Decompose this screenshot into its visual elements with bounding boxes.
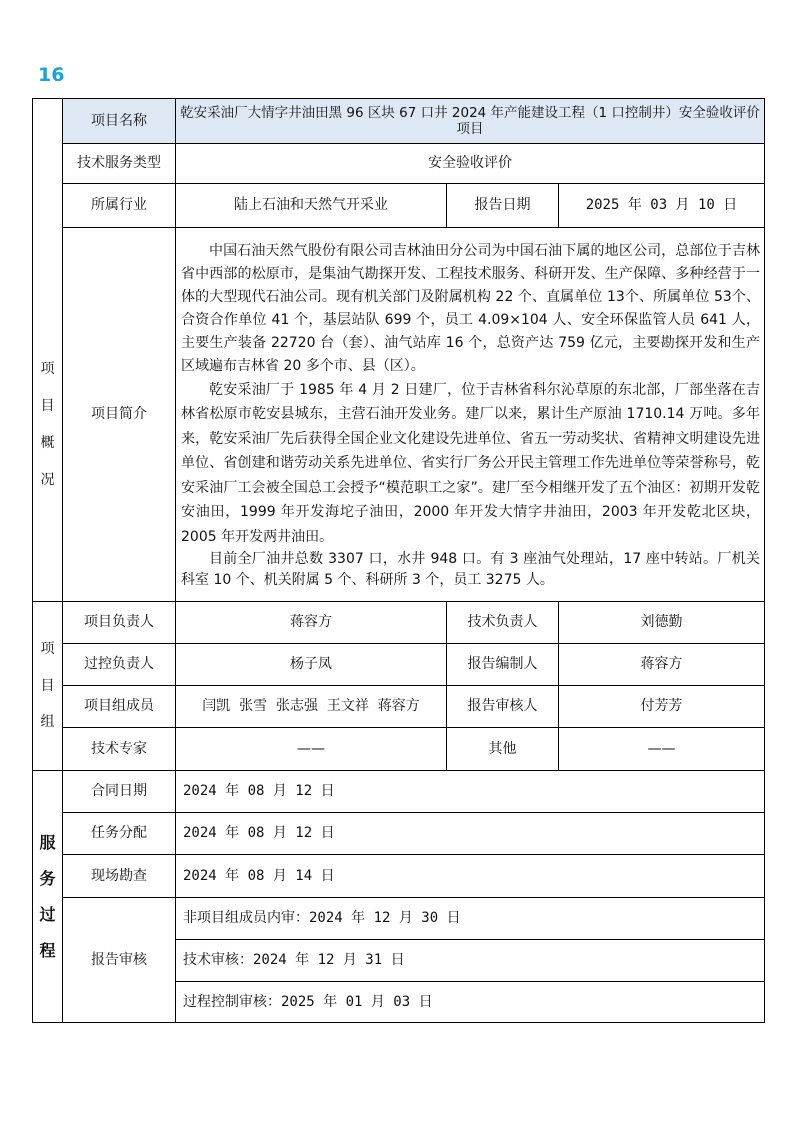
contract-date-label: 合同日期 [63,771,176,813]
section-overview-label [33,99,63,602]
team-role-value: 杨子凤 [176,644,447,686]
site-survey-label: 现场勘查 [63,855,176,898]
intro-paragraph-2: 乾安采油厂于 1985 年 4 月 2 日建厂，位于吉林省科尔沁草原的东北部，厂部坐落在吉林省松原市乾安县城东，主营石油开发业务。建厂以来，累计生产原油 1710.14 万吨。多年来，乾安采油厂先后获得全国企业文化建设先进单位、省五一劳动奖状、省精神文明建设先进单位、省创建和谐劳动关系先进单位、省实行厂务公开民主管理工作先进单位等荣誉称号，乾安采油厂工会被全国总工会授予“模范职工之家”。建厂至今相继开发了五个油区：初期开发乾安油田，1999 年开发海坨子油田，2000 年开发大情字井油田，2003 年开发乾北区块，2005 年开发两井油田。 [181,381,760,545]
process-char-2: 务 [39,868,56,888]
team-members-value: 闫凯 张雪 张志强 王文祥 蒋容方 [176,686,447,728]
process-char-4: 程 [39,941,56,961]
task-assign-label: 任务分配 [63,813,176,855]
overview-char-3: 概 [40,435,55,451]
report-date-value: 2025 年 03 月 10 日 [559,184,765,228]
overview-char-1: 项 [40,361,55,378]
service-type-label: 技术服务类型 [63,144,176,184]
team-role-value: 蒋容方 [176,602,447,644]
site-survey-value: 2024 年 08 月 14 日 [176,855,765,898]
overview-char-4: 况 [40,471,55,488]
task-assign-value: 2024 年 08 月 12 日 [176,813,765,855]
team-role-value: 付芳芳 [559,686,765,728]
industry-value: 陆上石油和天然气开采业 [176,184,447,228]
industry-label: 所属行业 [63,184,176,228]
review-entry: 过程控制审核：2025 年 01 月 03 日 [176,982,765,1023]
team-role-label: 其他 [447,728,559,771]
report-review-label: 报告审核 [63,898,176,1023]
team-role-label: 技术负责人 [447,602,559,644]
team-role-value: 刘德勤 [559,602,765,644]
team-char-1: 项 [40,640,55,657]
service-type-value: 安全验收评价 [176,144,765,184]
overview-char-2: 目 [40,398,55,415]
page-number: 16 [38,64,65,86]
section-team-label [33,602,63,771]
team-role-value: —— [176,728,447,771]
project-name-label: 项目名称 [63,99,176,144]
team-role-value: 蒋容方 [559,644,765,686]
report-date-label: 报告日期 [447,184,559,228]
team-role-label: 过控负责人 [63,644,176,686]
team-role-value: —— [559,728,765,771]
team-role-label: 项目负责人 [63,602,176,644]
section-process-label [33,771,63,1023]
review-entry: 技术审核：2024 年 12 月 31 日 [176,940,765,982]
project-name-value: 乾安采油厂大情字井油田黑 96 区块 67 口井 2024 年产能建设工程（1 口控制井）安全验收评价项目 [176,99,765,144]
review-entry: 非项目组成员内审：2024 年 12 月 30 日 [176,898,765,940]
project-intro [176,228,765,602]
team-role-label: 报告审核人 [447,686,559,728]
intro-paragraph-1: 中国石油天然气股份有限公司吉林油田分公司为中国石油下属的地区公司，总部位于吉林省中西部的松原市，是集油气勘探开发、工程技术服务、科研开发、生产保障、多种经营于一体的大型现代石油公司。现有机关部门及附属机构 22 个、直属单位 13个、所属单位 53个、合资合作单位 41 个，基层站队 699 个，员工 4.09×104 人、安全环保监管人员 641 人，主要生产装备 22720 台（套）、油气站库 16 个，总资产达 759 亿元，主要勘探开发和生产区域遍布吉林省 20 多个市、县（区）。 [181,242,760,374]
process-char-1: 服 [39,832,56,852]
intro-label: 项目简介 [63,228,176,602]
project-info-table [32,98,765,1023]
contract-date-value: 2024 年 08 月 12 日 [176,771,765,813]
team-role-label: 项目组成员 [63,686,176,728]
team-char-3: 组 [40,714,55,731]
process-char-3: 过 [39,905,56,924]
team-role-label: 技术专家 [63,728,176,771]
intro-paragraph-3: 目前全厂油井总数 3307 口，水井 948 口。有 3 座油气处理站，17 座中转站。厂机关科室 10 个、机关附属 5 个、科研所 3 个，员工 3275 人。 [181,551,760,589]
team-char-2: 目 [40,677,55,694]
team-role-label: 报告编制人 [447,644,559,686]
